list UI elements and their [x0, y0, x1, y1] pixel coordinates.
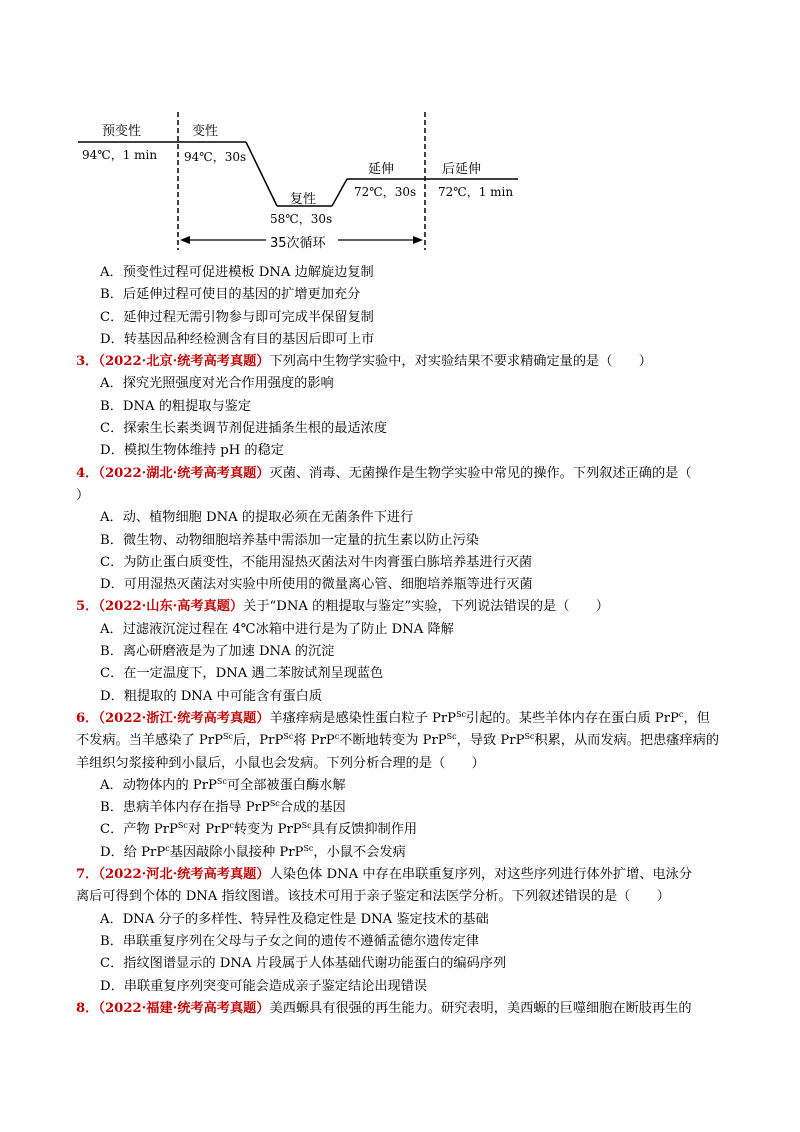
sc-superscript: Sc	[216, 776, 227, 786]
q8-source: （2022·福建·统考高考真题）	[98, 1000, 270, 1016]
q7-stem-continued: 离后可得到个体的 DNA 指纹图谱。该技术可用于亲子鉴定和法医学分析。下列叙述错误的是（ ）	[76, 889, 670, 905]
q6-number: 6．	[76, 710, 99, 726]
stage-extend-label: 延伸	[368, 162, 395, 177]
stage-final-extend-label: 后延伸	[442, 162, 482, 177]
prp-term: PrP	[500, 733, 525, 749]
prp-term: PrP	[654, 710, 679, 726]
q5-option-d: D．粗提取的 DNA 中可能含有蛋白质	[100, 688, 323, 704]
stage-denature-label: 变性	[192, 124, 219, 139]
sc-superscript: Sc	[222, 732, 233, 742]
q3-stem-text: 下列高中生物学实验中，对实验结果不要求精确定量的是（ ）	[269, 354, 652, 370]
q3-option-c: C．探索生长素类调节剂促进插条生根的最适浓度	[100, 421, 388, 437]
cycle-arrow-left-head	[180, 236, 190, 244]
q6-option-text: ，小鼠不会发病	[313, 844, 406, 860]
q6-text: ，导致	[456, 733, 501, 749]
q3-option-d: D．模拟生物体维持 pH 的稳定	[100, 443, 284, 459]
q7-option-b: B．串联重复序列在父母与子女之间的遗传不遵循孟德尔遗传定律	[100, 933, 479, 949]
q3-number: 3．	[76, 354, 99, 370]
q3-stem	[76, 351, 736, 373]
q5-stem	[76, 596, 736, 618]
q7-option-a: A．DNA 分子的多样性、特异性及稳定性是 DNA 鉴定技术的基础	[100, 911, 489, 927]
q7-option-d: D．串联重复序列突变可能会造成亲子鉴定结论出现错误	[100, 978, 428, 994]
q3-option-a: A．探究光照强度对光合作用强度的影响	[100, 376, 334, 392]
q6-text: 羊瘙痒病是感染性蛋白粒子	[269, 710, 432, 726]
q6-option-text: 基因敲除小鼠接种	[169, 844, 280, 860]
c-superscript: c	[229, 821, 234, 831]
q3-source: （2022·北京·统考高考真题）	[98, 354, 270, 370]
prp-term: PrP	[198, 733, 223, 749]
q6-option-text: 具有反馈抑制作用	[311, 822, 418, 838]
q6-option-text: 可全部被蛋白酶水解	[226, 777, 346, 793]
q6-text: 不发病。当羊感染了	[76, 733, 199, 749]
sc-superscript: Sc	[303, 843, 314, 853]
q6-option-d	[76, 842, 736, 864]
q5-option-c: C．在一定温度下，DNA 遇二苯胺试剂呈现蓝色	[100, 666, 384, 682]
cycle-count-label: 35次循环	[270, 236, 326, 251]
sc-superscript: Sc	[301, 821, 312, 831]
q4-number: 4．	[76, 465, 99, 481]
q4-option-d: D．可用湿热灭菌法对实验中所使用的微量离心管、细胞培养瓶等进行灭菌	[100, 577, 533, 593]
q6-option-c	[76, 819, 736, 841]
sc-superscript: Sc	[177, 821, 188, 831]
q6-option-text: D．给	[100, 844, 142, 860]
q3-option-b: B．DNA 的粗提取与鉴定	[100, 398, 252, 414]
q2-option-a: A．预变性过程可促进模板 DNA 边解旋边复制	[100, 265, 374, 280]
predenature-condition: 94℃，1 min	[82, 148, 158, 162]
cycle-arrow-right-head	[413, 236, 423, 244]
prp-term: PrP	[310, 733, 335, 749]
q5-option-a: A．过滤液沉淀过程在 4℃冰箱中进行是为了防止 DNA 降解	[100, 621, 454, 637]
q7-option-c: C．指纹图谱显示的 DNA 片段属于人体基础代谢功能蛋白的编码序列	[100, 956, 507, 972]
q5-stem-text: 关于“DNA 的粗提取与鉴定”实验，下列说法错误的是（ ）	[243, 599, 609, 615]
prp-term: PrP	[153, 822, 178, 838]
heating-line	[332, 179, 347, 206]
q6-option-text: A．动物体内的	[100, 777, 193, 793]
sc-superscript: Sc	[269, 799, 280, 809]
q4-stem	[76, 463, 736, 485]
prp-term: PrP	[277, 822, 302, 838]
c-superscript: c	[334, 732, 340, 742]
stage-predenature-label: 预变性	[102, 124, 142, 139]
c-superscript: c	[678, 709, 684, 719]
denature-condition: 94℃，30s	[184, 150, 247, 164]
q6-stem-line-1	[76, 708, 736, 730]
q6-stem-line-2	[76, 730, 736, 752]
q6-stem-line-3: 羊组织匀浆接种到小鼠后，小鼠也会发病。下列分析合理的是（ ）	[76, 755, 485, 771]
q7-number: 7．	[76, 867, 99, 883]
sc-superscript: Sc	[283, 732, 294, 742]
q4-option-b: B．微生物、动物细胞培养基中需添加一定量的抗生素以防止污染	[100, 532, 479, 548]
sc-superscript: Sc	[446, 732, 457, 742]
q6-text: 将	[293, 733, 311, 749]
q6-option-text: B．患病羊体内存在指导	[100, 800, 246, 816]
q7-source: （2022·河北·统考高考真题）	[98, 867, 270, 883]
q8-number: 8．	[76, 1000, 99, 1016]
q2-option-d: D．转基因品种经检测含有目的基因后即可上市	[100, 331, 375, 347]
sc-superscript: Sc	[456, 709, 467, 719]
q5-option-b: B．离心研磨液是为了加速 DNA 的沉淀	[100, 644, 335, 660]
pcr-diagram	[70, 108, 540, 258]
cooling-line	[246, 142, 277, 206]
q4-stem-text: 灭菌、消毒、无菌操作是生物学实验中常见的操作。下列叙述正确的是（	[269, 465, 692, 481]
q6-source: （2022·浙江·统考高考真题）	[98, 710, 270, 726]
q6-text: ，但	[683, 710, 710, 726]
c-superscript: c	[165, 843, 170, 853]
q5-number: 5．	[76, 599, 99, 615]
prp-term: PrP	[422, 733, 447, 749]
q5-source: （2022·山东·高考真题）	[98, 599, 244, 615]
q2-option-c: C．延伸过程无需引物参与即可完成半保留复制	[100, 309, 374, 325]
q6-option-b	[76, 797, 736, 819]
q6-text: 积累，从而发病。把患瘙痒病的	[534, 733, 720, 749]
prp-term: PrP	[432, 710, 457, 726]
prp-term: PrP	[245, 800, 270, 816]
q6-option-text: 转变为	[233, 822, 278, 838]
q4-stem-continued: ）	[76, 487, 90, 503]
q6-text: 引起的。某些羊体内存在蛋白质	[466, 710, 655, 726]
prp-term: PrP	[279, 844, 304, 860]
sc-superscript: Sc	[524, 732, 535, 742]
stage-anneal-label: 复性	[290, 192, 317, 207]
anneal-condition: 58℃，30s	[270, 212, 333, 226]
q6-text: 不断地转变为	[339, 733, 423, 749]
q7-stem-text: 人染色体 DNA 中存在串联重复序列，对这些序列进行体外扩增、电泳分	[269, 867, 693, 883]
q2-option-b: B．后延伸过程可使目的基因的扩增更加充分	[100, 287, 361, 303]
prp-term: PrP	[141, 844, 166, 860]
q6-option-text: 对	[187, 822, 206, 838]
q6-option-text: C．产物	[100, 822, 154, 838]
extend-condition: 72℃，30s	[354, 185, 417, 199]
q6-text: 后，	[232, 733, 260, 749]
q7-stem	[76, 864, 736, 886]
prp-term: PrP	[205, 822, 230, 838]
q4-option-a: A．动、植物细胞 DNA 的提取必须在无菌条件下进行	[100, 510, 414, 526]
question-list	[76, 262, 736, 1020]
q8-stem	[76, 998, 736, 1020]
prp-term: PrP	[259, 733, 284, 749]
q8-stem-text: 美西螈具有很强的再生能力。研究表明，美西螈的巨噬细胞在断肢再生的	[269, 1000, 692, 1016]
prp-term: PrP	[192, 777, 217, 793]
q4-source: （2022·湖北·统考高考真题）	[98, 465, 270, 481]
q6-option-text: 合成的基因	[279, 800, 346, 816]
final-extend-condition: 72℃，1 min	[438, 185, 514, 199]
q6-option-a	[76, 775, 736, 797]
q4-option-c: C．为防止蛋白质变性，不能用湿热灭菌法对牛肉膏蛋白胨培养基进行灭菌	[100, 554, 533, 570]
